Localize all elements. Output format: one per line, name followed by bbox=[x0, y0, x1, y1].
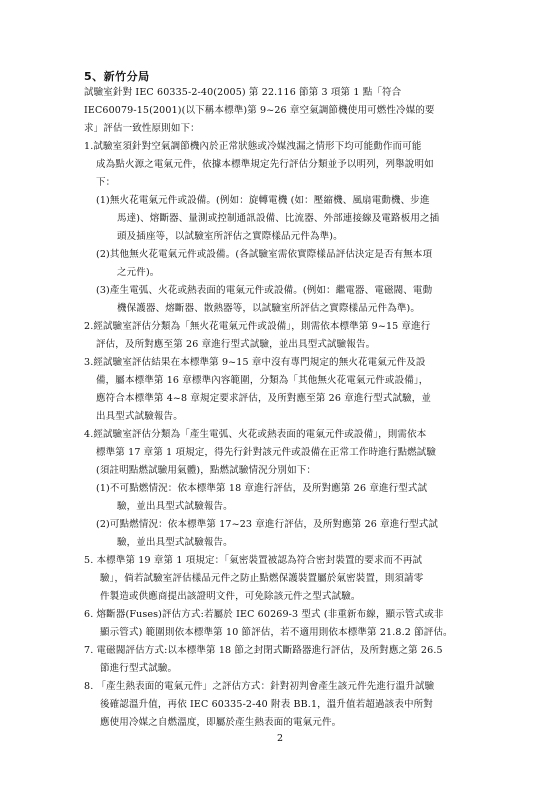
item-1-line: 下： bbox=[96, 177, 116, 188]
item-8-line: 應使用冷媒之自燃溫度，即屬於產生熱表面的電氣元件。 bbox=[100, 717, 342, 728]
item-3-line: 備，屬本標準第 16 章標準內容範圍，分類為「其他無火花電氣元件或設備」， bbox=[96, 375, 429, 386]
section-heading: 5、新竹分局 bbox=[84, 70, 150, 83]
item-8-line: 8. 「產生熱表面的電氣元件」之評估方式：針對初判會產生該元件先進行溫升試驗 bbox=[84, 681, 435, 692]
item-4-line: 4.經試驗室評估分類為「產生電弧、火花或熱表面的電氣元件或設備」，則需依本 bbox=[84, 429, 427, 440]
item-4-sub-1-line: (1)不可點燃情況：依本標準第 18 章進行評估，及所對應第 26 章進行型式試 bbox=[96, 483, 428, 494]
item-1-sub-1-line: 頭及插座等，以試驗室所評估之實際樣品元件為準)。 bbox=[117, 231, 343, 242]
item-1-sub-2-line: 之元件)。 bbox=[117, 267, 160, 278]
intro-line: 試驗室針對 IEC 60335-2-40(2005) 第 22.116 節第 3 項第 1 點「符合 bbox=[84, 87, 402, 98]
item-2-line: 2.經試驗室評估分類為「無火花電氣元件或設備」，則需依本標準第 9~15 章進行 bbox=[84, 321, 431, 332]
item-4-sub-1-line: 驗，並出具型式試驗報告。 bbox=[117, 501, 233, 512]
item-4-sub-2-line: 驗，並出具型式試驗報告。 bbox=[117, 537, 233, 548]
item-8-line: 後確認溫升值，再依 IEC 60335-2-40 附表 BB.1，溫升值若超過該表中所對 bbox=[100, 699, 433, 710]
item-1-sub-1-line: 馬達)、熔斷器、量測或控制通訊設備、比流器、外部連接線及電路板用之插 bbox=[117, 213, 440, 224]
item-4-sub-2-line: (2)可點燃情況：依本標準第 17~23 章進行評估，及所對應第 26 章進行型式試 bbox=[96, 519, 439, 530]
intro-line: 求」評估一致性原則如下： bbox=[84, 123, 200, 134]
item-7-line: 節進行型式試驗。 bbox=[100, 663, 178, 674]
item-5-line: 5. 本標準第 19 章第 1 項規定：「氣密裝置被認為符合密封裝置的要求而不再試 bbox=[84, 555, 423, 566]
item-1-sub-3-line: (3)產生電弧、火花或熱表面的電氣元件或設備。(例如：繼電器、電磁閥、電動 bbox=[96, 285, 433, 296]
item-6-line: 6. 熔斷器(Fuses)評估方式:若屬於 IEC 60269-3 型式 (非重新布線，顯示管式或非 bbox=[84, 609, 444, 620]
item-3-line: 3.經試驗室評估結果在本標準第 9~15 章中沒有專門規定的無火花電氣元件及設 bbox=[84, 357, 426, 368]
item-1-sub-2-line: (2)其他無火花電氣元件或設備。(各試驗室需依實際樣品評估決定是否有無本項 bbox=[96, 249, 433, 260]
item-1-line: 成為點火源之電氣元件，依據本標準規定先行評估分類並予以明列，列舉說明如 bbox=[96, 159, 434, 170]
item-5-line: 驗」，倘若試驗室評估樣品元件之防止點燃保護裝置屬於氣密裝置，則須請零 bbox=[100, 573, 424, 584]
item-3-line: 應符合本標準第 4~8 章規定要求評估，及所對應至第 26 章進行型式試驗，並 bbox=[96, 393, 432, 404]
intro-line: IEC60079-15(2001)(以下稱本標準)第 9~26 章空氣調節機使用可燃性冷媒的要 bbox=[84, 105, 435, 116]
item-5-line: 件製造或供應商提出該證明文件，可免除該元件之型式試驗。 bbox=[100, 591, 361, 602]
item-6-line: 顯示管式) 範圍則依本標準第 10 節評估，若不適用則依本標準第 21.8.2 節評估。 bbox=[100, 627, 453, 638]
item-1-line: 1.試驗室須針對空氣調節機內於正常狀態或冷媒洩漏之情形下均可能動作而可能 bbox=[84, 141, 422, 152]
page-number: 2 bbox=[276, 733, 284, 744]
item-4-line: 標準第 17 章第 1 項規定，得先行針對該元件或設備在正常工作時進行點燃試驗 bbox=[96, 447, 437, 458]
item-7-line: 7. 電磁閥評估方式:以本標準第 18 節之封閉式斷路器進行評估，及所對應之第 26.5 bbox=[84, 645, 443, 656]
item-1-sub-3-line: 機保護器、熔斷器、散熱器等，以試驗室所評估之實際樣品元件為準)。 bbox=[117, 303, 421, 314]
item-2-line: 評估，及所對應至第 26 章進行型式試驗，並出具型式試驗報告。 bbox=[96, 339, 376, 350]
item-4-line: (須註明點燃試驗用氣體)，點燃試驗情況分別如下： bbox=[96, 465, 317, 476]
item-1-sub-1-line: (1)無火花電氣元件或設備。(例如：旋轉電機 (如：壓縮機、風扇電動機、步進 bbox=[96, 195, 430, 206]
item-3-line: 出具型式試驗報告。 bbox=[96, 411, 183, 422]
